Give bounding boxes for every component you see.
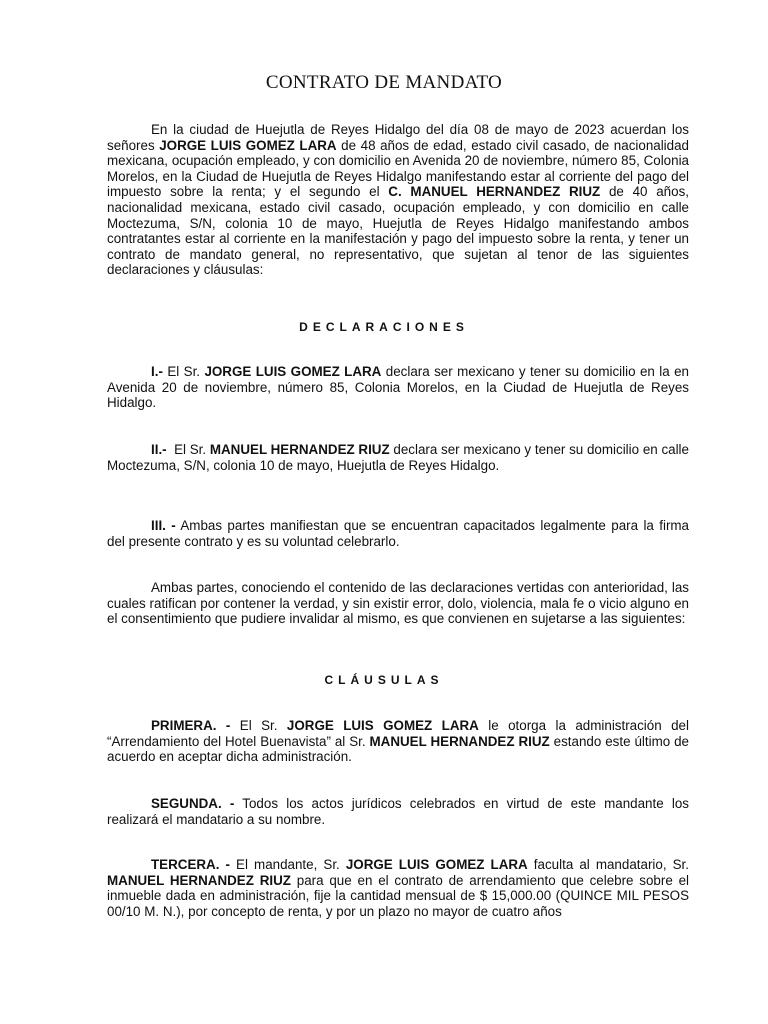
intro-paragraph <box>107 122 689 278</box>
clause-primera-name-1: JORGE LUIS GOMEZ LARA <box>286 718 479 733</box>
clause-primera-name-2: MANUEL HERNANDEZ RIUZ <box>369 733 550 749</box>
clause-primera-text-2: le otorga la administración del “Arrendamiento del Hotel Buenavista” al Sr. <box>107 718 689 749</box>
declaration-2-text-2: declara ser mexicano y tener su domicilio en calle Moctezuma, S/N, colonia 10 de mayo, Huejutla de Reyes Hidalgo. <box>107 442 689 473</box>
clause-segunda-label: SEGUNDA. - <box>151 796 235 811</box>
clause-tercera-text-2: faculta al mandatario, Sr. <box>527 857 689 872</box>
declaration-1-text-1: El Sr. <box>162 364 205 379</box>
clause-tercera-name-1: JORGE LUIS GOMEZ LARA <box>345 857 528 872</box>
declaration-2-name: MANUEL HERNANDEZ RIUZ <box>209 442 390 457</box>
declaration-1 <box>107 364 689 411</box>
declaraciones-heading: DECLARACIONES <box>299 320 469 334</box>
intro-text-3: de 40 años, nacionalidad mexicana, estado civil casado, ocupación empleado, y con domicilio en calle Moctezuma, S/N, colonia 10 de mayo, Huejutla de Reyes Hidalgo manifestando ambos contratantes estar al corriente en la manifestación y pago del impuesto sobre la renta, y tener un contrato de mandato general, no representativo, que sujetan al tenor de las siguientes declaraciones y cláusulas: <box>107 184 689 278</box>
declaration-1-name: JORGE LUIS GOMEZ LARA <box>204 364 382 379</box>
party-name-1: JORGE LUIS GOMEZ LARA <box>159 137 337 153</box>
ambas-paragraph: Ambas partes, conociendo el contenido de las declaraciones vertidas con anterioridad, las cuales ratifican por contener la verdad, y sin existir error, dolo, violencia, mala fe o vicio alguno en el consentimiento que pudiere invalidar al mismo, es que convienen en sujetarse a las siguientes: <box>107 580 689 627</box>
clause-primera-text-1: El Sr. <box>230 718 287 733</box>
declaration-1-text-2: declara ser mexicano y tener su domicilio en la en Avenida 20 de noviembre, número 85, Colonia Morelos, en la Ciudad de Huejutla de Reyes Hidalgo. <box>107 364 689 411</box>
clause-primera-label: PRIMERA. - <box>151 718 231 733</box>
intro-text-2: de 48 años de edad, estado civil casado, de nacionalidad mexicana, ocupación empleado, y con domicilio en Avenida 20 de noviembre, número 85, Colonia Morelos, en la Ciudad de Huejutla de Reyes Hidalgo manifestando estar al corriente del pago del impuesto sobre la renta; y el segundo el <box>107 137 689 200</box>
clause-tercera-text-3: para que en el contrato de arrendamiento que celebre sobre el inmueble dada en administración, fije la cantidad mensual de $ 15,000.00 (QUINCE MIL PESOS 00/10 M. N.), por concepto de renta, y por un plazo no mayor de cuatro años <box>107 872 690 919</box>
clause-primera <box>107 718 689 765</box>
declaration-1-label: I.- <box>151 364 163 379</box>
declaration-2 <box>107 442 689 473</box>
clause-tercera <box>107 857 689 919</box>
clause-segunda <box>107 796 689 827</box>
declaration-3-label: III. - <box>151 518 176 533</box>
document-title: CONTRATO DE MANDATO <box>265 72 503 93</box>
clause-tercera-name-2: MANUEL HERNANDEZ RIUZ <box>107 872 291 888</box>
party-name-2: C. MANUEL HERNANDEZ RIUZ <box>388 184 601 200</box>
declaration-2-text-1: El Sr. <box>166 442 210 457</box>
declaration-3-text: Ambas partes manifiestan que se encuentran capacitados legalmente para la firma del presente contrato y es su voluntad celebrarlo. <box>107 518 690 549</box>
intro-text-1: En la ciudad de Huejutla de Reyes Hidalgo del día 08 de mayo de 2023 acuerdan los señores <box>107 122 689 153</box>
clause-tercera-text-1: El mandante, Sr. <box>229 857 346 872</box>
declaration-3 <box>107 518 689 549</box>
clause-tercera-label: TERCERA. - <box>151 857 230 872</box>
clause-segunda-text: Todos los actos jurídicos celebrados en virtud de este mandante los realizará el mandatario a su nombre. <box>107 796 689 827</box>
clause-primera-text-3: estando este último de acuerdo en aceptar dicha administración. <box>107 733 689 765</box>
declaration-2-label: II.- <box>151 442 167 457</box>
clausulas-heading: CLÁUSULAS <box>324 673 444 687</box>
